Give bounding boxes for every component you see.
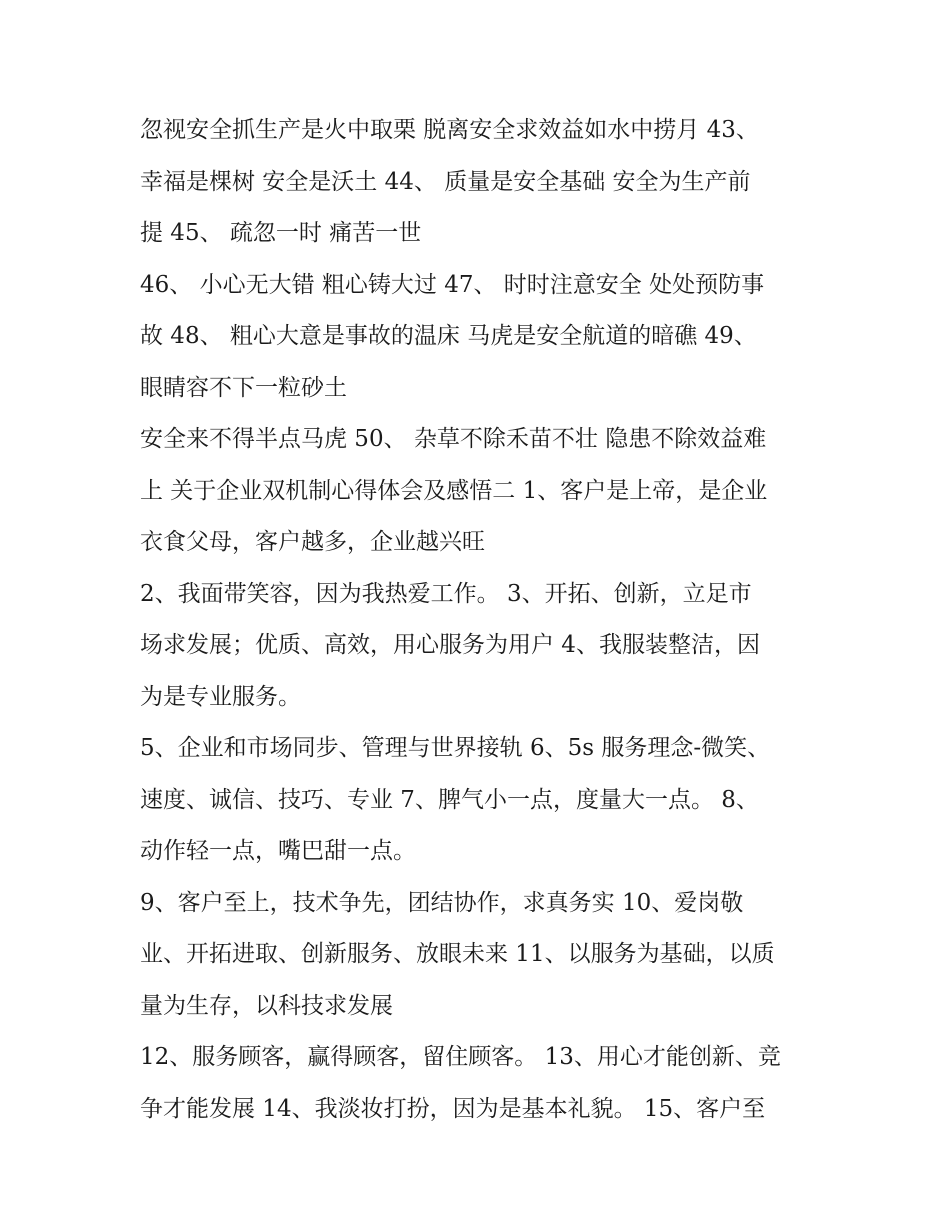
paragraph bbox=[140, 878, 820, 1033]
text-line: 量为生存，以科技求发展 bbox=[140, 992, 393, 1019]
text-line: 速度、诚信、技巧、专业 7、脾气小一点，度量大一点。 8、 bbox=[140, 786, 759, 813]
text-line: 忽视安全抓生产是火中取栗 脱离安全求效益如水中捞月 43、 bbox=[140, 117, 759, 143]
text-line: 争才能发展 14、我淡妆打扮，因为是基本礼貌。 15、客户至 bbox=[140, 1095, 766, 1122]
paragraph bbox=[140, 569, 820, 724]
text-line: 12、服务顾客，赢得顾客，留住顾客。 13、用心才能创新、竞 bbox=[140, 1044, 781, 1070]
text-line: 5、企业和市场同步、管理与世界接轨 6、5s 服务理念-微笑、 bbox=[140, 735, 771, 761]
text-line: 幸福是棵树 安全是沃土 44、 质量是安全基础 安全为生产前 bbox=[140, 168, 751, 195]
paragraph bbox=[140, 260, 820, 415]
text-line: 提 45、 疏忽一时 痛苦一世 bbox=[140, 220, 422, 246]
text-line: 为是专业服务。 bbox=[140, 683, 301, 710]
document-body bbox=[140, 105, 820, 1135]
text-line: 场求发展；优质、高效，用心服务为用户 4、我服装整洁，因 bbox=[140, 632, 760, 658]
paragraph bbox=[140, 105, 820, 260]
text-line: 眼睛容不下一粒砂土 bbox=[140, 374, 347, 401]
paragraph bbox=[140, 1032, 820, 1135]
text-line: 衣食父母，客户越多，企业越兴旺 bbox=[140, 529, 485, 555]
text-line: 安全来不得半点马虎 50、 杂草不除禾苗不壮 隐患不除效益难 bbox=[140, 426, 767, 452]
text-line: 业、开拓进取、创新服务、放眼未来 11、以服务为基础，以质 bbox=[140, 941, 775, 967]
text-line: 9、客户至上，技术争先，团结协作，求真务实 10、爱岗敬 bbox=[140, 889, 744, 916]
paragraph bbox=[140, 723, 820, 878]
text-line: 动作轻一点，嘴巴甜一点。 bbox=[140, 838, 416, 864]
paragraph bbox=[140, 414, 820, 569]
text-line: 2、我面带笑容，因为我热爱工作。 3、开拓、创新，立足市 bbox=[140, 580, 752, 607]
text-line: 故 48、 粗心大意是事故的温床 马虎是安全航道的暗礁 49、 bbox=[140, 323, 757, 349]
text-line: 上 关于企业双机制心得体会及感悟二 1、客户是上帝，是企业 bbox=[140, 477, 768, 504]
text-line: 46、 小心无大错 粗心铸大过 47、 时时注意安全 处处预防事 bbox=[140, 271, 765, 298]
